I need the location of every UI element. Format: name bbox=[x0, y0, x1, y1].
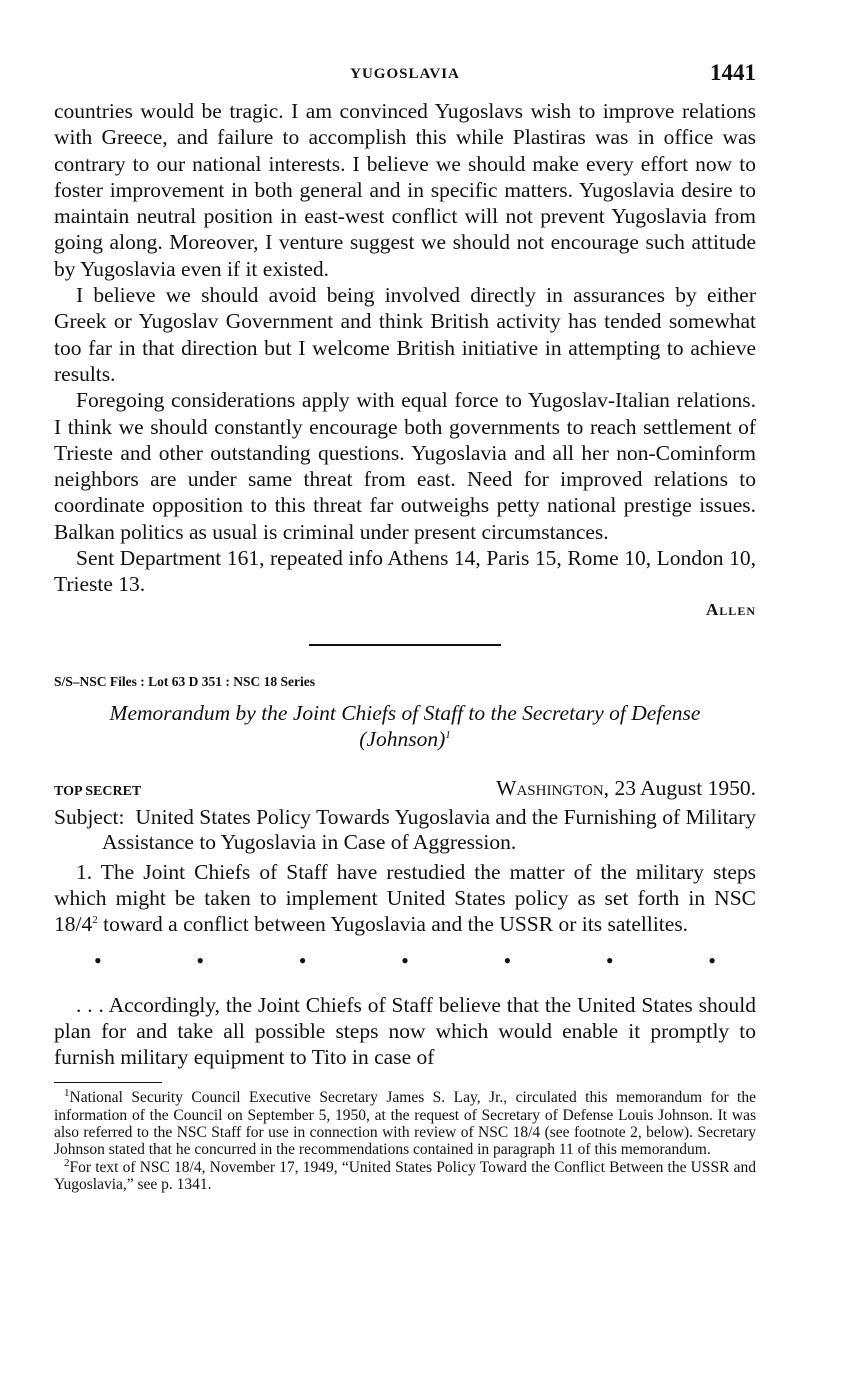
paragraph-4: Sent Department 161, repeated info Athens 14, Paris 15, Rome 10, London 10, Trieste 13. bbox=[54, 546, 756, 597]
footnote-2-marker: 2 bbox=[64, 1156, 70, 1169]
footnote-1 bbox=[54, 1089, 756, 1158]
page-header bbox=[54, 58, 756, 98]
footnote-2-text: For text of NSC 18/4, November 17, 1949, “United States Policy Toward the Conflict Between the USSR and Yugoslavia,” see p. 1341. bbox=[54, 1158, 756, 1193]
ellipsis-dot: • bbox=[605, 947, 614, 973]
ellipsis-dot: • bbox=[298, 947, 307, 973]
document-title bbox=[54, 700, 756, 752]
classification: TOP SECRET bbox=[54, 783, 142, 799]
memo-paragraph-1-a: 1. The Joint Chiefs of Staff have restudied the matter of the military steps which might be taken to implement United States policy as set forth in NSC 18/4 bbox=[54, 859, 756, 937]
date: 23 August 1950. bbox=[609, 775, 756, 800]
dateline bbox=[496, 776, 756, 801]
section-divider bbox=[309, 644, 501, 646]
omission-ellipsis bbox=[54, 948, 756, 978]
memo-paragraph-1 bbox=[54, 859, 756, 938]
ellipsis-dot: • bbox=[503, 947, 512, 973]
classification-line bbox=[54, 776, 756, 801]
ellipsis-dot: • bbox=[196, 947, 205, 973]
paragraph-3: Foregoing considerations apply with equal force to Yugoslav-Italian relations. I think we should constantly encourage both governments to reach settlement of Trieste and other outstanding questions. Yugoslavia and all her non-Cominform neighbors are under same threat from east. Need for improved relations to coordinate opposition to this threat far outweighs petty national prestige issues. Balkan politics as usual is criminal under present circumstances. bbox=[54, 388, 756, 544]
document-page bbox=[54, 58, 756, 1193]
running-head: YUGOSLAVIA bbox=[350, 66, 460, 82]
memo-body bbox=[54, 859, 756, 938]
memo-paragraph-1-b: toward a conflict between Yugoslavia and the USSR or its satellites. bbox=[97, 912, 689, 937]
date-place: Washington, bbox=[496, 775, 610, 800]
subject-label: Subject: bbox=[54, 804, 125, 829]
memo-paragraph-2: . . . Accordingly, the Joint Chiefs of Staff believe that the United States should plan for and take all possible steps now which would enable it promptly to furnish military equipment to Tito in case of bbox=[54, 992, 756, 1070]
footnotes bbox=[54, 1089, 756, 1193]
footnote-marker-2: 2 bbox=[92, 914, 98, 927]
telegram-body bbox=[54, 98, 756, 598]
subject-text: United States Policy Towards Yugoslavia and the Furnishing of Military Assistance to Yugoslavia in Case of Aggression. bbox=[102, 804, 757, 854]
document-title-line2: (Johnson) bbox=[359, 726, 446, 751]
paragraph-1: countries would be tragic. I am convinced Yugoslavs wish to improve relations with Greece, and failure to accomplish this while Plastiras was in office was contrary to our national interests. I believe we should make every effort now to foster improvement in both general and in specific matters. Yugoslavia desire to maintain neutral position in east-west conflict will not prevent Yugoslavia from going along. Moreover, I venture suggest we should not encourage such attitude by Yugoslavia even if it existed. bbox=[54, 99, 756, 281]
document-title-line1: Memorandum by the Joint Chiefs of Staff to the Secretary of Defense bbox=[109, 700, 701, 725]
footnote-2 bbox=[54, 1156, 756, 1194]
footnote-marker-1: 1 bbox=[445, 728, 451, 741]
footnote-1-text: National Security Council Executive Secretary James S. Lay, Jr., circulated this memorandum for the information of the Council on September 5, 1950, at the request of Secretary of Defense Louis Johnson. It was also referred to the NSC Staff for use in connection with review of NSC 18/4 (see footnote 2, below). Secretary Johnson stated that he concurred in the recommendations contained in paragraph 11 of this memorandum. bbox=[54, 1089, 756, 1159]
signature: Allen bbox=[706, 599, 756, 619]
memo-body-2 bbox=[54, 992, 756, 1071]
page-number: 1441 bbox=[710, 60, 756, 85]
footnote-rule bbox=[54, 1082, 162, 1083]
file-reference: S/S–NSC Files : Lot 63 D 351 : NSC 18 Series bbox=[54, 673, 316, 689]
ellipsis-dot: • bbox=[401, 947, 409, 973]
ellipsis-dot: • bbox=[94, 947, 102, 973]
footnote-1-marker: 1 bbox=[64, 1087, 70, 1100]
ellipsis-dot: • bbox=[708, 947, 716, 973]
paragraph-2: I believe we should avoid being involved directly in assurances by either Greek or Yugoslav Government and think British activity has tended somewhat too far in that direction but I welcome British initiative in attempting to achieve results. bbox=[54, 283, 756, 386]
subject-line bbox=[54, 805, 756, 855]
